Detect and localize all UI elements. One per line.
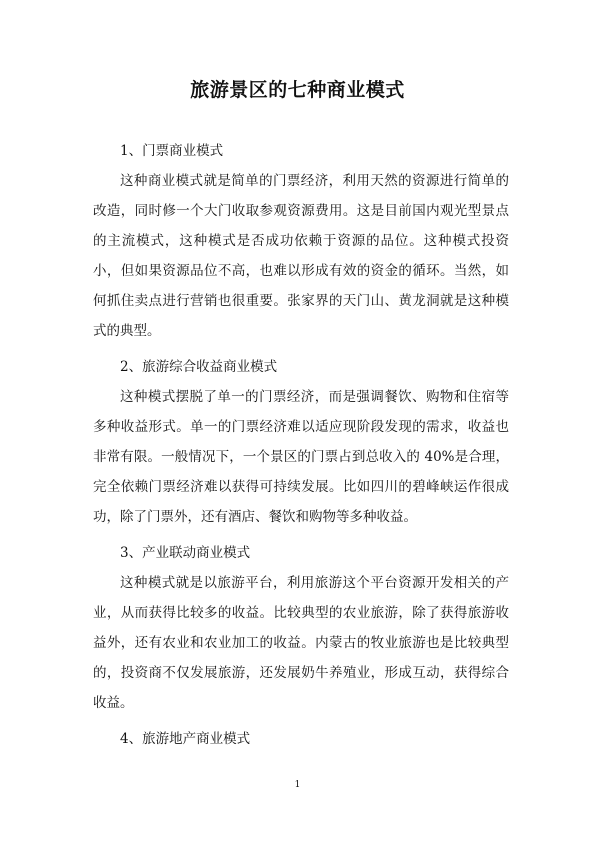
document-title: 旅游景区的七种商业模式: [190, 79, 405, 101]
section-paragraph-3: 这种模式就是以旅游平台，利用旅游这个平台资源开发相关的产业，从而获得比较多的收益。比较典型的农业旅游，除了获得旅游收益外，还有农业和农业加工的收益。内蒙古的牧业旅游也是比较典型的，投资商不仅发展旅游，还发展奶牛养殖业，形成互动，获得综合收益。: [93, 575, 509, 711]
section-paragraph-1: 这种商业模式就是简单的门票经济，利用天然的资源进行简单的改造，同时修一个大门收取参观资源费用。这是目前国内观光型景点的主流模式，这种模式是否成功依赖于资源的品位。这种模式投资小，但如果资源品位不高，也难以形成有效的资金的循环。当然，如何抓住卖点进行营销也很重要。张家界的天门山、黄龙洞就是这种模式的典型。: [93, 173, 509, 339]
section-heading-2: 2、旅游综合收益商业模式: [120, 359, 278, 375]
document-body: [93, 136, 509, 754]
section-paragraph-2: 这种模式摆脱了单一的门票经济，而是强调餐饮、购物和住宿等多种收益形式。单一的门票经济难以适应现阶段发现的需求，收益也非常有限。一般情况下，一个景区的门票占到总收入的 40%是合理，完全依赖门票经济难以获得可持续发展。比如四川的碧峰峡运作很成功，除了门票外，还有酒店、餐饮和购物等多种收益。: [93, 389, 509, 525]
section-heading-4: 4、旅游地产商业模式: [120, 731, 251, 747]
section-heading-1: 1、门票商业模式: [120, 143, 224, 159]
page-number: 1: [294, 780, 301, 790]
section-heading-3: 3、产业联动商业模式: [120, 545, 251, 561]
